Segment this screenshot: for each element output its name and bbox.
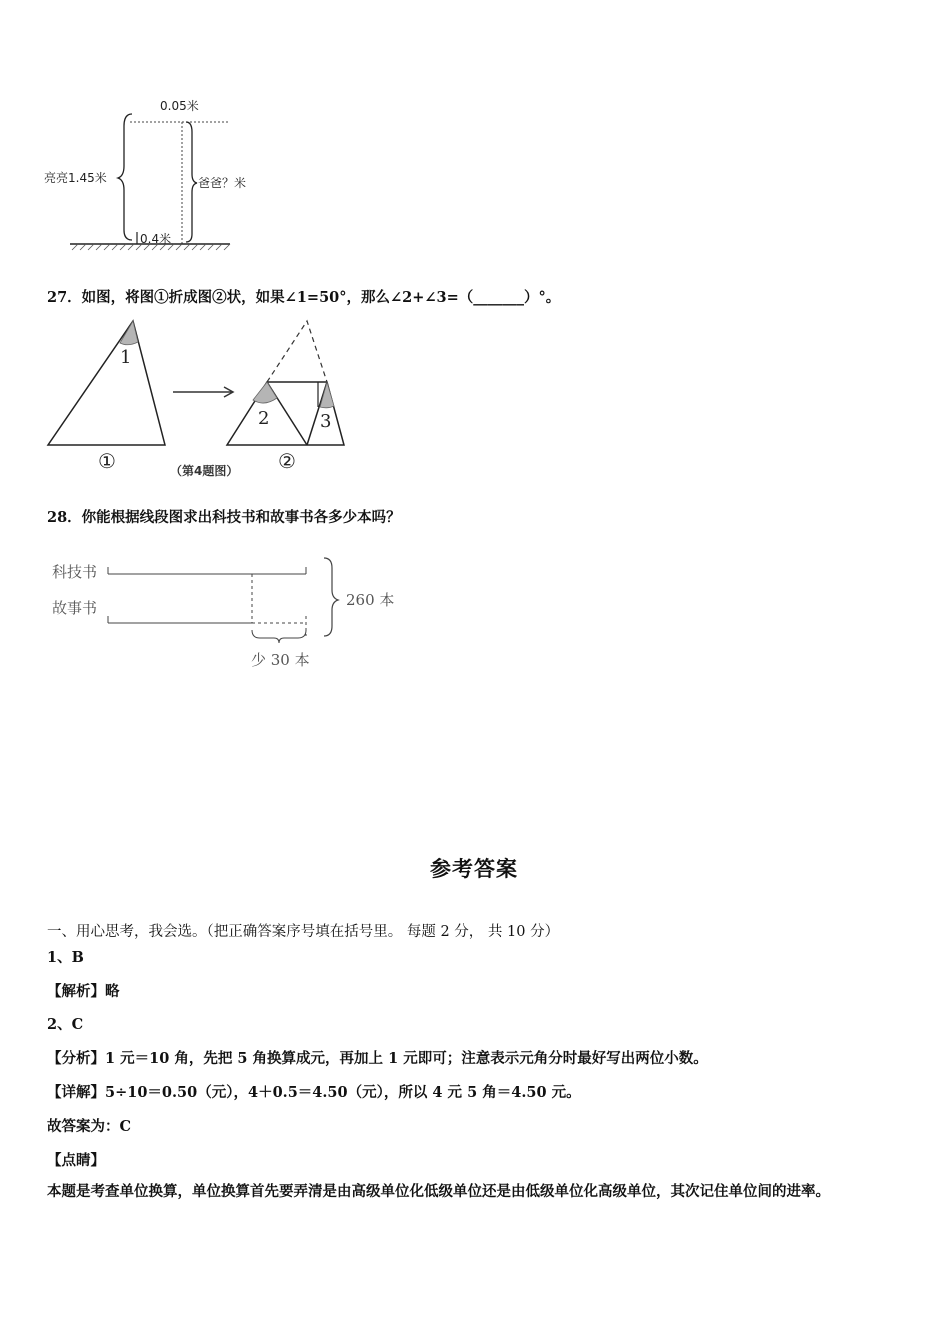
- fig-1-label: ①: [98, 449, 116, 473]
- answer-2-detail: 【详解】5÷10＝0.50（元），4＋0.5＝4.50（元），所以 4 元 5 角＝4.50 元。: [47, 1084, 581, 1101]
- angle-1-label: 1: [120, 347, 132, 368]
- answers-title: 参考答案: [430, 856, 518, 881]
- answer-2-conclusion: 故答案为：C: [47, 1118, 132, 1135]
- label-liangliang: 亮亮1.45米: [44, 171, 107, 185]
- question-28: 28．你能根据线段图求出科技书和故事书各多少本吗？: [47, 509, 401, 526]
- difference-label: 少 30 本: [251, 651, 310, 669]
- answer-2-comment-heading: 【点睛】: [47, 1152, 105, 1169]
- segment-diagram: [48, 550, 408, 675]
- story-label: 故事书: [52, 599, 98, 617]
- science-label: 科技书: [52, 563, 98, 581]
- total-label: 260 本: [346, 591, 395, 609]
- fig-2-label: ②: [278, 449, 296, 473]
- answer-2-comment: 本题是考查单位换算，单位换算首先要弄清是由高级单位化低级单位还是由低级单位化高级单位，其次记住单位间的进率。: [47, 1183, 830, 1200]
- question-27: 27．如图，将图①折成图②状，如果∠1=50°，那么∠2+∠3=（_______）°。: [47, 289, 561, 306]
- label-top: 0.05米: [160, 99, 199, 113]
- label-bottom: 0.4米: [140, 232, 172, 246]
- section-1-heading: 一、用心思考，我会选。（把正确答案序号填在括号里。 每题 2 分， 共 10 分）: [47, 924, 560, 940]
- fold-diagram: [40, 315, 360, 485]
- angle-2-label: 2: [258, 408, 270, 429]
- angle-3-label: 3: [320, 411, 332, 432]
- answer-2: 2、C: [47, 1016, 84, 1033]
- answer-1-analysis: 【解析】略: [47, 983, 120, 1000]
- fig-caption: （第4题图）: [170, 464, 239, 478]
- height-diagram: [40, 92, 247, 252]
- answer-2-analysis: 【分析】1 元＝10 角，先把 5 角换算成元，再加上 1 元即可；注意表示元角分时最好写出两位小数。: [47, 1050, 708, 1067]
- label-father: 爸爸？米: [198, 176, 247, 190]
- answer-1: 1、B: [47, 949, 84, 966]
